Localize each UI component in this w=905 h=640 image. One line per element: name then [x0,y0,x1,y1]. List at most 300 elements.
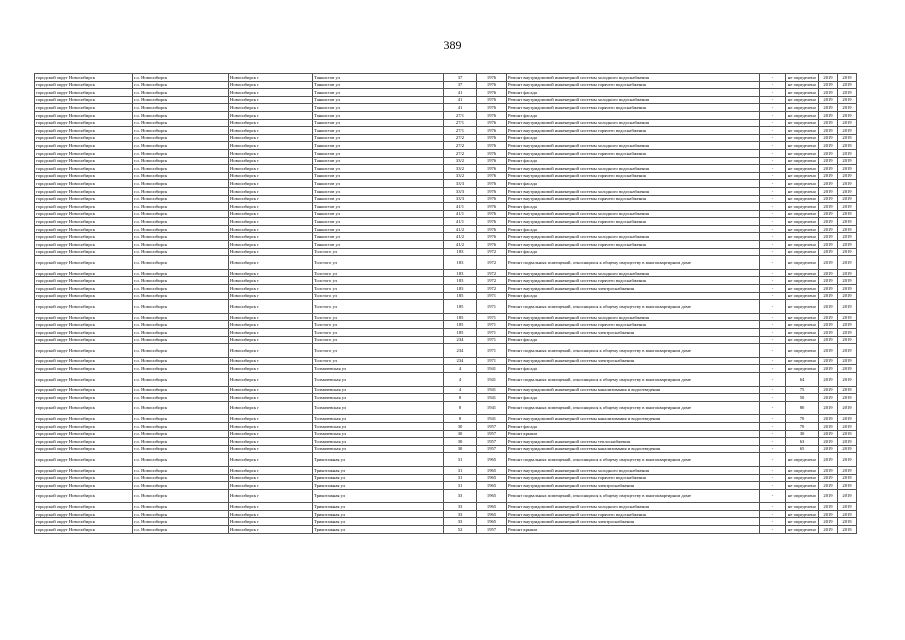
house-number-cell: 27/2 [444,134,477,142]
settlement-cell: Новосибирск г [229,180,313,188]
settlement-cell: Новосибирск г [229,372,313,386]
house-number-cell: 31 [444,453,477,467]
cost-cell: 80 [786,401,819,415]
cost-cell: 70 [786,422,819,430]
cost-cell: не определено [786,313,819,321]
cost-cell: не определено [786,180,819,188]
cost-cell: не определено [786,233,819,241]
street-cell: Танкистов ул [313,96,444,104]
house-number-cell: 8 [444,394,477,402]
district-cell: городской округ Новосибирск [35,203,133,211]
volume-cell: - [760,96,786,104]
year-end-cell: 2019 [838,453,857,467]
settlement-cell: Новосибирск г [229,285,313,293]
municipality-cell: г.о. Новосибирск [133,489,229,503]
year-start-cell: 2019 [819,127,838,135]
cost-cell: не определено [786,357,819,365]
house-number-cell: 31 [444,474,477,482]
street-cell: Толстого ул [313,321,444,329]
year-end-cell: 2019 [838,165,857,173]
volume-cell: - [760,321,786,329]
table-row [35,386,857,394]
settlement-cell: Новосибирск г [229,203,313,211]
year-start-cell: 2019 [819,445,838,453]
house-number-cell: 41/1 [444,203,477,211]
cost-cell: не определено [786,248,819,256]
street-cell: Танкистов ул [313,89,444,97]
year-end-cell: 2019 [838,321,857,329]
house-number-cell: 183 [444,277,477,285]
year-start-cell: 2019 [819,165,838,173]
cost-cell: не определено [786,111,819,119]
district-cell: городской округ Новосибирск [35,422,133,430]
year-start-cell: 2019 [819,218,838,226]
settlement-cell: Новосибирск г [229,357,313,365]
cost-cell: 50 [786,394,819,402]
work-type-cell: Ремонт фасада [507,203,760,211]
year-built-cell: 1941 [477,386,507,394]
year-end-cell: 2019 [838,96,857,104]
settlement-cell: Новосибирск г [229,218,313,226]
cost-cell: 75 [786,386,819,394]
year-built-cell: 1976 [477,127,507,135]
cost-cell: не определено [786,203,819,211]
table-row [35,225,857,233]
volume-cell: - [760,256,786,270]
work-type-cell: Ремонт фасада [507,89,760,97]
house-number-cell: 4 [444,365,477,373]
volume-cell: - [760,142,786,150]
work-type-cell: Ремонт внутридомовой инженерной системы холодного водоснабжения [507,269,760,277]
year-start-cell: 2019 [819,96,838,104]
table-row [35,277,857,285]
year-start-cell: 2019 [819,372,838,386]
work-type-cell: Ремонт подвальных помещений, относящихся к общему имуществу в многоквартирном доме [507,344,760,358]
cost-cell: не определено [786,344,819,358]
settlement-cell: Новосибирск г [229,430,313,438]
year-start-cell: 2019 [819,482,838,490]
year-start-cell: 2019 [819,233,838,241]
street-cell: Танкистов ул [313,180,444,188]
municipality-cell: г.о. Новосибирск [133,195,229,203]
year-start-cell: 2019 [819,401,838,415]
year-start-cell: 2019 [819,292,838,300]
settlement-cell: Новосибирск г [229,415,313,423]
year-start-cell: 2019 [819,81,838,89]
year-start-cell: 2019 [819,119,838,127]
house-number-cell: 30 [444,438,477,446]
settlement-cell: Новосибирск г [229,344,313,358]
year-built-cell: 1957 [477,422,507,430]
year-end-cell: 2019 [838,233,857,241]
cost-cell: не определено [786,518,819,526]
year-end-cell: 2019 [838,365,857,373]
year-start-cell: 2019 [819,74,838,82]
year-built-cell: 1957 [477,445,507,453]
volume-cell: - [760,453,786,467]
year-start-cell: 2019 [819,357,838,365]
street-cell: Трикотажная ул [313,474,444,482]
settlement-cell: Новосибирск г [229,172,313,180]
district-cell: городской округ Новосибирск [35,233,133,241]
year-start-cell: 2019 [819,241,838,249]
street-cell: Танкистов ул [313,172,444,180]
volume-cell: - [760,134,786,142]
work-type-cell: Ремонт крыши [507,430,760,438]
settlement-cell: Новосибирск г [229,195,313,203]
work-type-cell: Ремонт внутридомовой инженерной системы холодного водоснабжения [507,142,760,150]
municipality-cell: г.о. Новосибирск [133,203,229,211]
house-number-cell: 4 [444,386,477,394]
year-end-cell: 2019 [838,300,857,314]
settlement-cell: Новосибирск г [229,89,313,97]
volume-cell: - [760,466,786,474]
year-start-cell: 2019 [819,111,838,119]
district-cell: городской округ Новосибирск [35,96,133,104]
year-start-cell: 2019 [819,277,838,285]
volume-cell: - [760,285,786,293]
table-row [35,453,857,467]
volume-cell: - [760,415,786,423]
house-number-cell: 41/2 [444,233,477,241]
cost-cell: не определено [786,329,819,337]
cost-cell: не определено [786,149,819,157]
house-number-cell: 41 [444,89,477,97]
settlement-cell: Новосибирск г [229,187,313,195]
street-cell: Толмачевская ул [313,415,444,423]
district-cell: городской округ Новосибирск [35,127,133,135]
district-cell: городской округ Новосибирск [35,187,133,195]
cost-cell: 65 [786,445,819,453]
settlement-cell: Новосибирск г [229,142,313,150]
year-end-cell: 2019 [838,474,857,482]
volume-cell: - [760,292,786,300]
settlement-cell: Новосибирск г [229,300,313,314]
table-row [35,74,857,82]
year-start-cell: 2019 [819,180,838,188]
cost-cell: не определено [786,218,819,226]
table-row [35,445,857,453]
volume-cell: - [760,357,786,365]
work-type-cell: Ремонт внутридомовой инженерной системы холодного водоснабжения [507,119,760,127]
municipality-cell: г.о. Новосибирск [133,210,229,218]
table-row [35,503,857,511]
work-type-cell: Ремонт внутридомовой инженерной системы электроснабжения [507,357,760,365]
year-built-cell: 1976 [477,172,507,180]
work-type-cell: Ремонт внутридомовой инженерной системы горячего водоснабжения [507,510,760,518]
district-cell: городской округ Новосибирск [35,313,133,321]
year-start-cell: 2019 [819,518,838,526]
district-cell: городской округ Новосибирск [35,372,133,386]
year-start-cell: 2019 [819,300,838,314]
municipality-cell: г.о. Новосибирск [133,329,229,337]
volume-cell: - [760,172,786,180]
district-cell: городской округ Новосибирск [35,256,133,270]
work-type-cell: Ремонт внутридомовой инженерной системы электроснабжения [507,482,760,490]
district-cell: городской округ Новосибирск [35,386,133,394]
work-type-cell: Ремонт подвальных помещений, относящихся к общему имуществу в многоквартирном доме [507,401,760,415]
street-cell: Толстого ул [313,329,444,337]
work-type-cell: Ремонт внутридомовой инженерной системы холодного водоснабжения [507,165,760,173]
cost-cell: не определено [786,453,819,467]
street-cell: Танкистов ул [313,195,444,203]
year-end-cell: 2019 [838,422,857,430]
year-start-cell: 2019 [819,453,838,467]
street-cell: Толмачевская ул [313,445,444,453]
table-row [35,357,857,365]
settlement-cell: Новосибирск г [229,269,313,277]
year-built-cell: 1965 [477,518,507,526]
work-type-cell: Ремонт внутридомовой инженерной системы холодного водоснабжения [507,96,760,104]
cost-cell: не определено [786,241,819,249]
work-type-cell: Ремонт внутридомовой инженерной системы холодного водоснабжения [507,74,760,82]
year-end-cell: 2019 [838,111,857,119]
municipality-cell: г.о. Новосибирск [133,225,229,233]
cost-cell: не определено [786,142,819,150]
year-end-cell: 2019 [838,357,857,365]
municipality-cell: г.о. Новосибирск [133,474,229,482]
year-end-cell: 2019 [838,510,857,518]
district-cell: городской округ Новосибирск [35,415,133,423]
municipality-cell: г.о. Новосибирск [133,277,229,285]
work-type-cell: Ремонт фасада [507,134,760,142]
house-number-cell: 183 [444,248,477,256]
municipality-cell: г.о. Новосибирск [133,357,229,365]
district-cell: городской округ Новосибирск [35,321,133,329]
volume-cell: - [760,510,786,518]
settlement-cell: Новосибирск г [229,445,313,453]
district-cell: городской округ Новосибирск [35,165,133,173]
work-type-cell: Ремонт внутридомовой инженерной системы холодного водоснабжения [507,466,760,474]
municipality-cell: г.о. Новосибирск [133,119,229,127]
year-built-cell: 1941 [477,401,507,415]
year-start-cell: 2019 [819,89,838,97]
district-cell: городской округ Новосибирск [35,453,133,467]
volume-cell: - [760,165,786,173]
cost-cell: не определено [786,489,819,503]
volume-cell: - [760,195,786,203]
work-type-cell: Ремонт фасада [507,157,760,165]
work-type-cell: Ремонт внутридомовой инженерной системы горячего водоснабжения [507,81,760,89]
cost-cell: не определено [786,119,819,127]
volume-cell: - [760,180,786,188]
street-cell: Толстого ул [313,285,444,293]
cost-cell: 30 [786,430,819,438]
district-cell: городской округ Новосибирск [35,172,133,180]
year-end-cell: 2019 [838,329,857,337]
year-built-cell: 1957 [477,430,507,438]
table-row [35,134,857,142]
district-cell: городской округ Новосибирск [35,394,133,402]
municipality-cell: г.о. Новосибирск [133,321,229,329]
street-cell: Танкистов ул [313,233,444,241]
street-cell: Толстого ул [313,277,444,285]
year-end-cell: 2019 [838,225,857,233]
municipality-cell: г.о. Новосибирск [133,482,229,490]
year-end-cell: 2019 [838,526,857,534]
year-built-cell: 1941 [477,394,507,402]
settlement-cell: Новосибирск г [229,210,313,218]
district-cell: городской округ Новосибирск [35,489,133,503]
house-number-cell: 183 [444,256,477,270]
cost-cell: не определено [786,74,819,82]
year-built-cell: 1971 [477,292,507,300]
house-number-cell: 185 [444,321,477,329]
house-number-cell: 234 [444,344,477,358]
municipality-cell: г.о. Новосибирск [133,422,229,430]
house-number-cell: 27/2 [444,149,477,157]
year-end-cell: 2019 [838,180,857,188]
settlement-cell: Новосибирск г [229,401,313,415]
year-built-cell: 1976 [477,111,507,119]
settlement-cell: Новосибирск г [229,119,313,127]
table-row [35,241,857,249]
settlement-cell: Новосибирск г [229,474,313,482]
table-row [35,256,857,270]
year-end-cell: 2019 [838,269,857,277]
street-cell: Танкистов ул [313,149,444,157]
year-end-cell: 2019 [838,336,857,344]
work-type-cell: Ремонт подвальных помещений, относящихся к общему имуществу в многоквартирном доме [507,453,760,467]
year-built-cell: 1972 [477,248,507,256]
table-row [35,269,857,277]
work-type-cell: Ремонт внутридомовой инженерной системы горячего водоснабжения [507,104,760,112]
year-end-cell: 2019 [838,394,857,402]
table-row [35,401,857,415]
year-built-cell: 1971 [477,329,507,337]
table-row [35,285,857,293]
district-cell: городской округ Новосибирск [35,438,133,446]
cost-cell: не определено [786,474,819,482]
volume-cell: - [760,269,786,277]
volume-cell: - [760,372,786,386]
cost-cell: 70 [786,415,819,423]
year-end-cell: 2019 [838,119,857,127]
table-row [35,210,857,218]
year-built-cell: 1965 [477,510,507,518]
street-cell: Танкистов ул [313,203,444,211]
volume-cell: - [760,233,786,241]
cost-cell: не определено [786,89,819,97]
volume-cell: - [760,344,786,358]
table-row [35,510,857,518]
settlement-cell: Новосибирск г [229,365,313,373]
settlement-cell: Новосибирск г [229,510,313,518]
street-cell: Толстого ул [313,292,444,300]
volume-cell: - [760,401,786,415]
settlement-cell: Новосибирск г [229,526,313,534]
street-cell: Танкистов ул [313,210,444,218]
house-number-cell: 41/1 [444,210,477,218]
street-cell: Трикотажная ул [313,518,444,526]
house-number-cell: 4 [444,372,477,386]
volume-cell: - [760,277,786,285]
district-cell: городской округ Новосибирск [35,218,133,226]
street-cell: Толстого ул [313,248,444,256]
year-end-cell: 2019 [838,313,857,321]
year-start-cell: 2019 [819,195,838,203]
street-cell: Танкистов ул [313,111,444,119]
district-cell: городской округ Новосибирск [35,285,133,293]
settlement-cell: Новосибирск г [229,149,313,157]
year-end-cell: 2019 [838,386,857,394]
settlement-cell: Новосибирск г [229,111,313,119]
district-cell: городской округ Новосибирск [35,336,133,344]
year-built-cell: 1957 [477,526,507,534]
street-cell: Толстого ул [313,256,444,270]
year-end-cell: 2019 [838,372,857,386]
cost-cell: не определено [786,225,819,233]
district-cell: городской округ Новосибирск [35,300,133,314]
year-built-cell: 1976 [477,180,507,188]
settlement-cell: Новосибирск г [229,225,313,233]
year-end-cell: 2019 [838,74,857,82]
year-start-cell: 2019 [819,510,838,518]
district-cell: городской округ Новосибирск [35,482,133,490]
year-end-cell: 2019 [838,285,857,293]
work-type-cell: Ремонт внутридомовой инженерной системы горячего водоснабжения [507,172,760,180]
volume-cell: - [760,119,786,127]
year-end-cell: 2019 [838,292,857,300]
municipality-cell: г.о. Новосибирск [133,134,229,142]
district-cell: городской округ Новосибирск [35,269,133,277]
year-start-cell: 2019 [819,526,838,534]
municipality-cell: г.о. Новосибирск [133,74,229,82]
year-start-cell: 2019 [819,394,838,402]
year-start-cell: 2019 [819,329,838,337]
work-type-cell: Ремонт фасада [507,422,760,430]
district-cell: городской округ Новосибирск [35,365,133,373]
house-number-cell: 33 [444,503,477,511]
work-type-cell: Ремонт внутридомовой инженерной системы холодного водоснабжения [507,233,760,241]
district-cell: городской округ Новосибирск [35,329,133,337]
cost-cell: не определено [786,157,819,165]
municipality-cell: г.о. Новосибирск [133,142,229,150]
work-type-cell: Ремонт внутридомовой инженерной системы горячего водоснабжения [507,127,760,135]
settlement-cell: Новосибирск г [229,277,313,285]
year-end-cell: 2019 [838,344,857,358]
year-built-cell: 1976 [477,187,507,195]
settlement-cell: Новосибирск г [229,336,313,344]
year-start-cell: 2019 [819,256,838,270]
year-built-cell: 1965 [477,503,507,511]
settlement-cell: Новосибирск г [229,438,313,446]
year-built-cell: 1971 [477,300,507,314]
work-type-cell: Ремонт внутридомовой инженерной системы горячего водоснабжения [507,241,760,249]
volume-cell: - [760,104,786,112]
year-start-cell: 2019 [819,344,838,358]
house-number-cell: 8 [444,415,477,423]
year-built-cell: 1972 [477,285,507,293]
house-number-cell: 41 [444,104,477,112]
street-cell: Танкистов ул [313,74,444,82]
table-row [35,104,857,112]
cost-cell: не определено [786,292,819,300]
district-cell: городской округ Новосибирск [35,445,133,453]
year-built-cell: 1976 [477,210,507,218]
street-cell: Трикотажная ул [313,466,444,474]
work-type-cell: Ремонт внутридомовой инженерной системы канализования и водоотведения [507,386,760,394]
house-number-cell: 185 [444,300,477,314]
volume-cell: - [760,74,786,82]
table-row [35,180,857,188]
municipality-cell: г.о. Новосибирск [133,336,229,344]
street-cell: Танкистов ул [313,187,444,195]
municipality-cell: г.о. Новосибирск [133,401,229,415]
year-built-cell: 1965 [477,466,507,474]
municipality-cell: г.о. Новосибирск [133,241,229,249]
year-end-cell: 2019 [838,134,857,142]
